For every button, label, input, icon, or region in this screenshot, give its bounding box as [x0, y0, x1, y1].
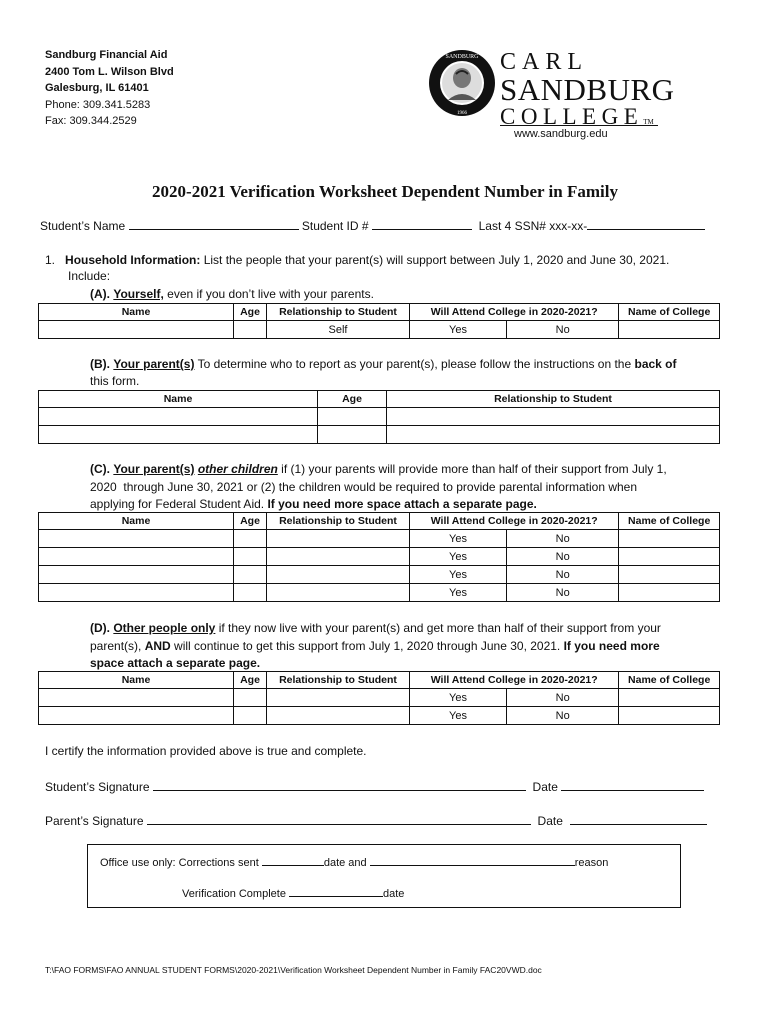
student-signature-field[interactable]: [153, 779, 526, 791]
age-cell[interactable]: [318, 408, 387, 426]
age-cell[interactable]: [234, 530, 267, 548]
name-cell[interactable]: [39, 566, 234, 584]
col-relationship: Relationship to Student: [387, 391, 720, 408]
student-id-label: Student ID #: [301, 219, 369, 233]
ssn-label: Last 4 SSN# xxx-xx-: [478, 219, 588, 233]
table-row: [39, 566, 720, 584]
age-cell[interactable]: [234, 584, 267, 602]
col-college: Name of College: [619, 672, 720, 689]
certify-text: I certify the information provided above is true and complete.: [45, 744, 367, 758]
college-cell[interactable]: [619, 689, 720, 707]
age-cell[interactable]: [234, 566, 267, 584]
relationship-cell[interactable]: [267, 689, 410, 707]
college-cell[interactable]: [619, 548, 720, 566]
logo-sandburg: SANDBURG: [500, 72, 675, 107]
relationship-cell[interactable]: [267, 707, 410, 725]
age-cell[interactable]: [234, 548, 267, 566]
no-option[interactable]: No: [507, 321, 619, 339]
name-cell[interactable]: [39, 707, 234, 725]
col-relationship: Relationship to Student: [267, 304, 410, 321]
college-cell[interactable]: [619, 321, 720, 339]
no-option[interactable]: No: [507, 548, 619, 566]
trademark: TM: [643, 118, 654, 126]
col-relationship: Relationship to Student: [267, 513, 410, 530]
office-line-1: Office use only: Corrections sent date and reason: [100, 854, 608, 869]
col-relationship: Relationship to Student: [267, 672, 410, 689]
age-cell[interactable]: [234, 707, 267, 725]
section-1-heading: 1. Household Information: List the people that your parent(s) will support between July 1, 2020 and June 30, 2021.: [45, 253, 670, 267]
office-line-2: Verification Complete date: [182, 885, 404, 900]
student-signature-line: Student’s Signature Date: [45, 779, 704, 794]
yes-option[interactable]: Yes: [410, 530, 507, 548]
table-d: [38, 671, 720, 725]
col-college: Name of College: [619, 513, 720, 530]
section-c-line-3: applying for Federal Student Aid. If you need more space attach a separate page.: [90, 497, 537, 511]
file-path-footer: T:\FAO FORMS\FAO ANNUAL STUDENT FORMS\2020-2021\Verification Worksheet Dependent Number in Family FAC20VWD.doc: [45, 965, 542, 975]
corrections-sent-field[interactable]: [262, 854, 324, 866]
svg-text:SANDBURG: SANDBURG: [445, 54, 479, 60]
student-id-field[interactable]: [372, 218, 472, 230]
table-row: [39, 426, 720, 444]
table-row: [39, 689, 720, 707]
college-cell[interactable]: [619, 584, 720, 602]
col-attend: Will Attend College in 2020-2021?: [410, 304, 619, 321]
relationship-cell[interactable]: [387, 408, 720, 426]
col-name: Name: [39, 672, 234, 689]
yes-option[interactable]: Yes: [410, 584, 507, 602]
address-line-2: Galesburg, IL 61401: [45, 82, 149, 94]
col-attend: Will Attend College in 2020-2021?: [410, 513, 619, 530]
student-info-line: [40, 218, 705, 233]
parent-signature-field[interactable]: [147, 813, 531, 825]
col-age: Age: [234, 672, 267, 689]
col-college: Name of College: [619, 304, 720, 321]
col-name: Name: [39, 391, 318, 408]
name-cell[interactable]: [39, 548, 234, 566]
table-row: [39, 584, 720, 602]
table-a: [38, 303, 720, 339]
section-d-line-3: space attach a separate page.: [90, 656, 261, 670]
yes-option[interactable]: Yes: [410, 689, 507, 707]
logo-rule: [500, 125, 658, 126]
name-cell[interactable]: [39, 408, 318, 426]
table-row: [39, 548, 720, 566]
svg-text:1966: 1966: [457, 111, 467, 116]
logo-carl: CARL: [500, 49, 589, 75]
table-row: [39, 707, 720, 725]
page-title: 2020-2021 Verification Worksheet Dependent Number in Family: [152, 182, 618, 201]
name-cell[interactable]: [39, 530, 234, 548]
col-age: Age: [234, 304, 267, 321]
section-c-line-2: 2020 through June 30, 2021 or (2) the children would be required to provide parental information when: [90, 480, 638, 494]
age-cell[interactable]: [318, 426, 387, 444]
relationship-cell[interactable]: [387, 426, 720, 444]
relationship-cell[interactable]: [267, 530, 410, 548]
table-row: [39, 408, 720, 426]
col-attend: Will Attend College in 2020-2021?: [410, 672, 619, 689]
relationship-cell[interactable]: [267, 584, 410, 602]
name-cell[interactable]: [39, 689, 234, 707]
parent-signature-line: Parent’s Signature Date: [45, 813, 707, 828]
address-line-1: 2400 Tom L. Wilson Blvd: [45, 65, 174, 78]
table-c: [38, 512, 720, 602]
fax: Fax: 309.344.2529: [45, 115, 137, 127]
reason-field[interactable]: [370, 854, 575, 866]
yes-option[interactable]: Yes: [410, 321, 507, 339]
office-use-box: [87, 844, 681, 908]
yes-option[interactable]: Yes: [410, 707, 507, 725]
logo-college: COLLEGETM: [500, 104, 654, 129]
college-cell[interactable]: [619, 530, 720, 548]
college-cell[interactable]: [619, 566, 720, 584]
table-b: [38, 390, 720, 444]
section-b-heading-2: this form.: [90, 374, 140, 388]
col-age: Age: [234, 513, 267, 530]
no-option[interactable]: No: [507, 584, 619, 602]
parent-date-field[interactable]: [570, 813, 707, 825]
name-cell[interactable]: [39, 426, 318, 444]
name-cell[interactable]: [39, 584, 234, 602]
no-option[interactable]: No: [507, 530, 619, 548]
col-age: Age: [318, 391, 387, 408]
ssn-field[interactable]: [587, 218, 705, 230]
website: www.sandburg.edu: [514, 128, 608, 140]
student-name-label: Student’s Name: [40, 219, 126, 233]
student-name-field[interactable]: [129, 218, 299, 230]
table-row: [39, 530, 720, 548]
section-1-include: Include:: [68, 269, 111, 283]
table-row: [39, 321, 720, 339]
verification-date-field[interactable]: [289, 885, 383, 897]
section-c-line-1: (C). Your parent(s) other children if (1) your parents will provide more than half of their support from July 1,: [90, 462, 667, 476]
yes-option[interactable]: Yes: [410, 566, 507, 584]
col-name: Name: [39, 513, 234, 530]
section-b-heading: (B). Your parent(s) To determine who to report as your parent(s), please follow the instructions on the back of: [90, 357, 677, 371]
college-cell[interactable]: [619, 707, 720, 725]
section-d-line-1: (D). Other people only if they now live with your parent(s) and get more than half of their support from your: [90, 621, 661, 635]
student-date-field[interactable]: [561, 779, 704, 791]
college-seal-logo: [428, 48, 496, 118]
relationship-cell: Self: [267, 321, 410, 339]
section-a-heading: (A). Yourself, even if you don’t live with your parents.: [90, 287, 374, 301]
age-cell[interactable]: [234, 689, 267, 707]
yes-option[interactable]: Yes: [410, 548, 507, 566]
college-wordmark: [500, 50, 675, 134]
section-d-line-2: parent(s), AND will continue to get this support from July 1, 2020 through June 30, 2021. If you need more: [90, 639, 660, 653]
phone: Phone: 309.341.5283: [45, 98, 151, 111]
no-option[interactable]: No: [507, 689, 619, 707]
age-cell[interactable]: [234, 321, 267, 339]
org-name: Sandburg Financial Aid: [45, 49, 168, 61]
col-name: Name: [39, 304, 234, 321]
name-cell[interactable]: [39, 321, 234, 339]
office-address: [45, 47, 174, 130]
no-option[interactable]: No: [507, 566, 619, 584]
no-option[interactable]: No: [507, 707, 619, 725]
relationship-cell[interactable]: [267, 548, 410, 566]
relationship-cell[interactable]: [267, 566, 410, 584]
